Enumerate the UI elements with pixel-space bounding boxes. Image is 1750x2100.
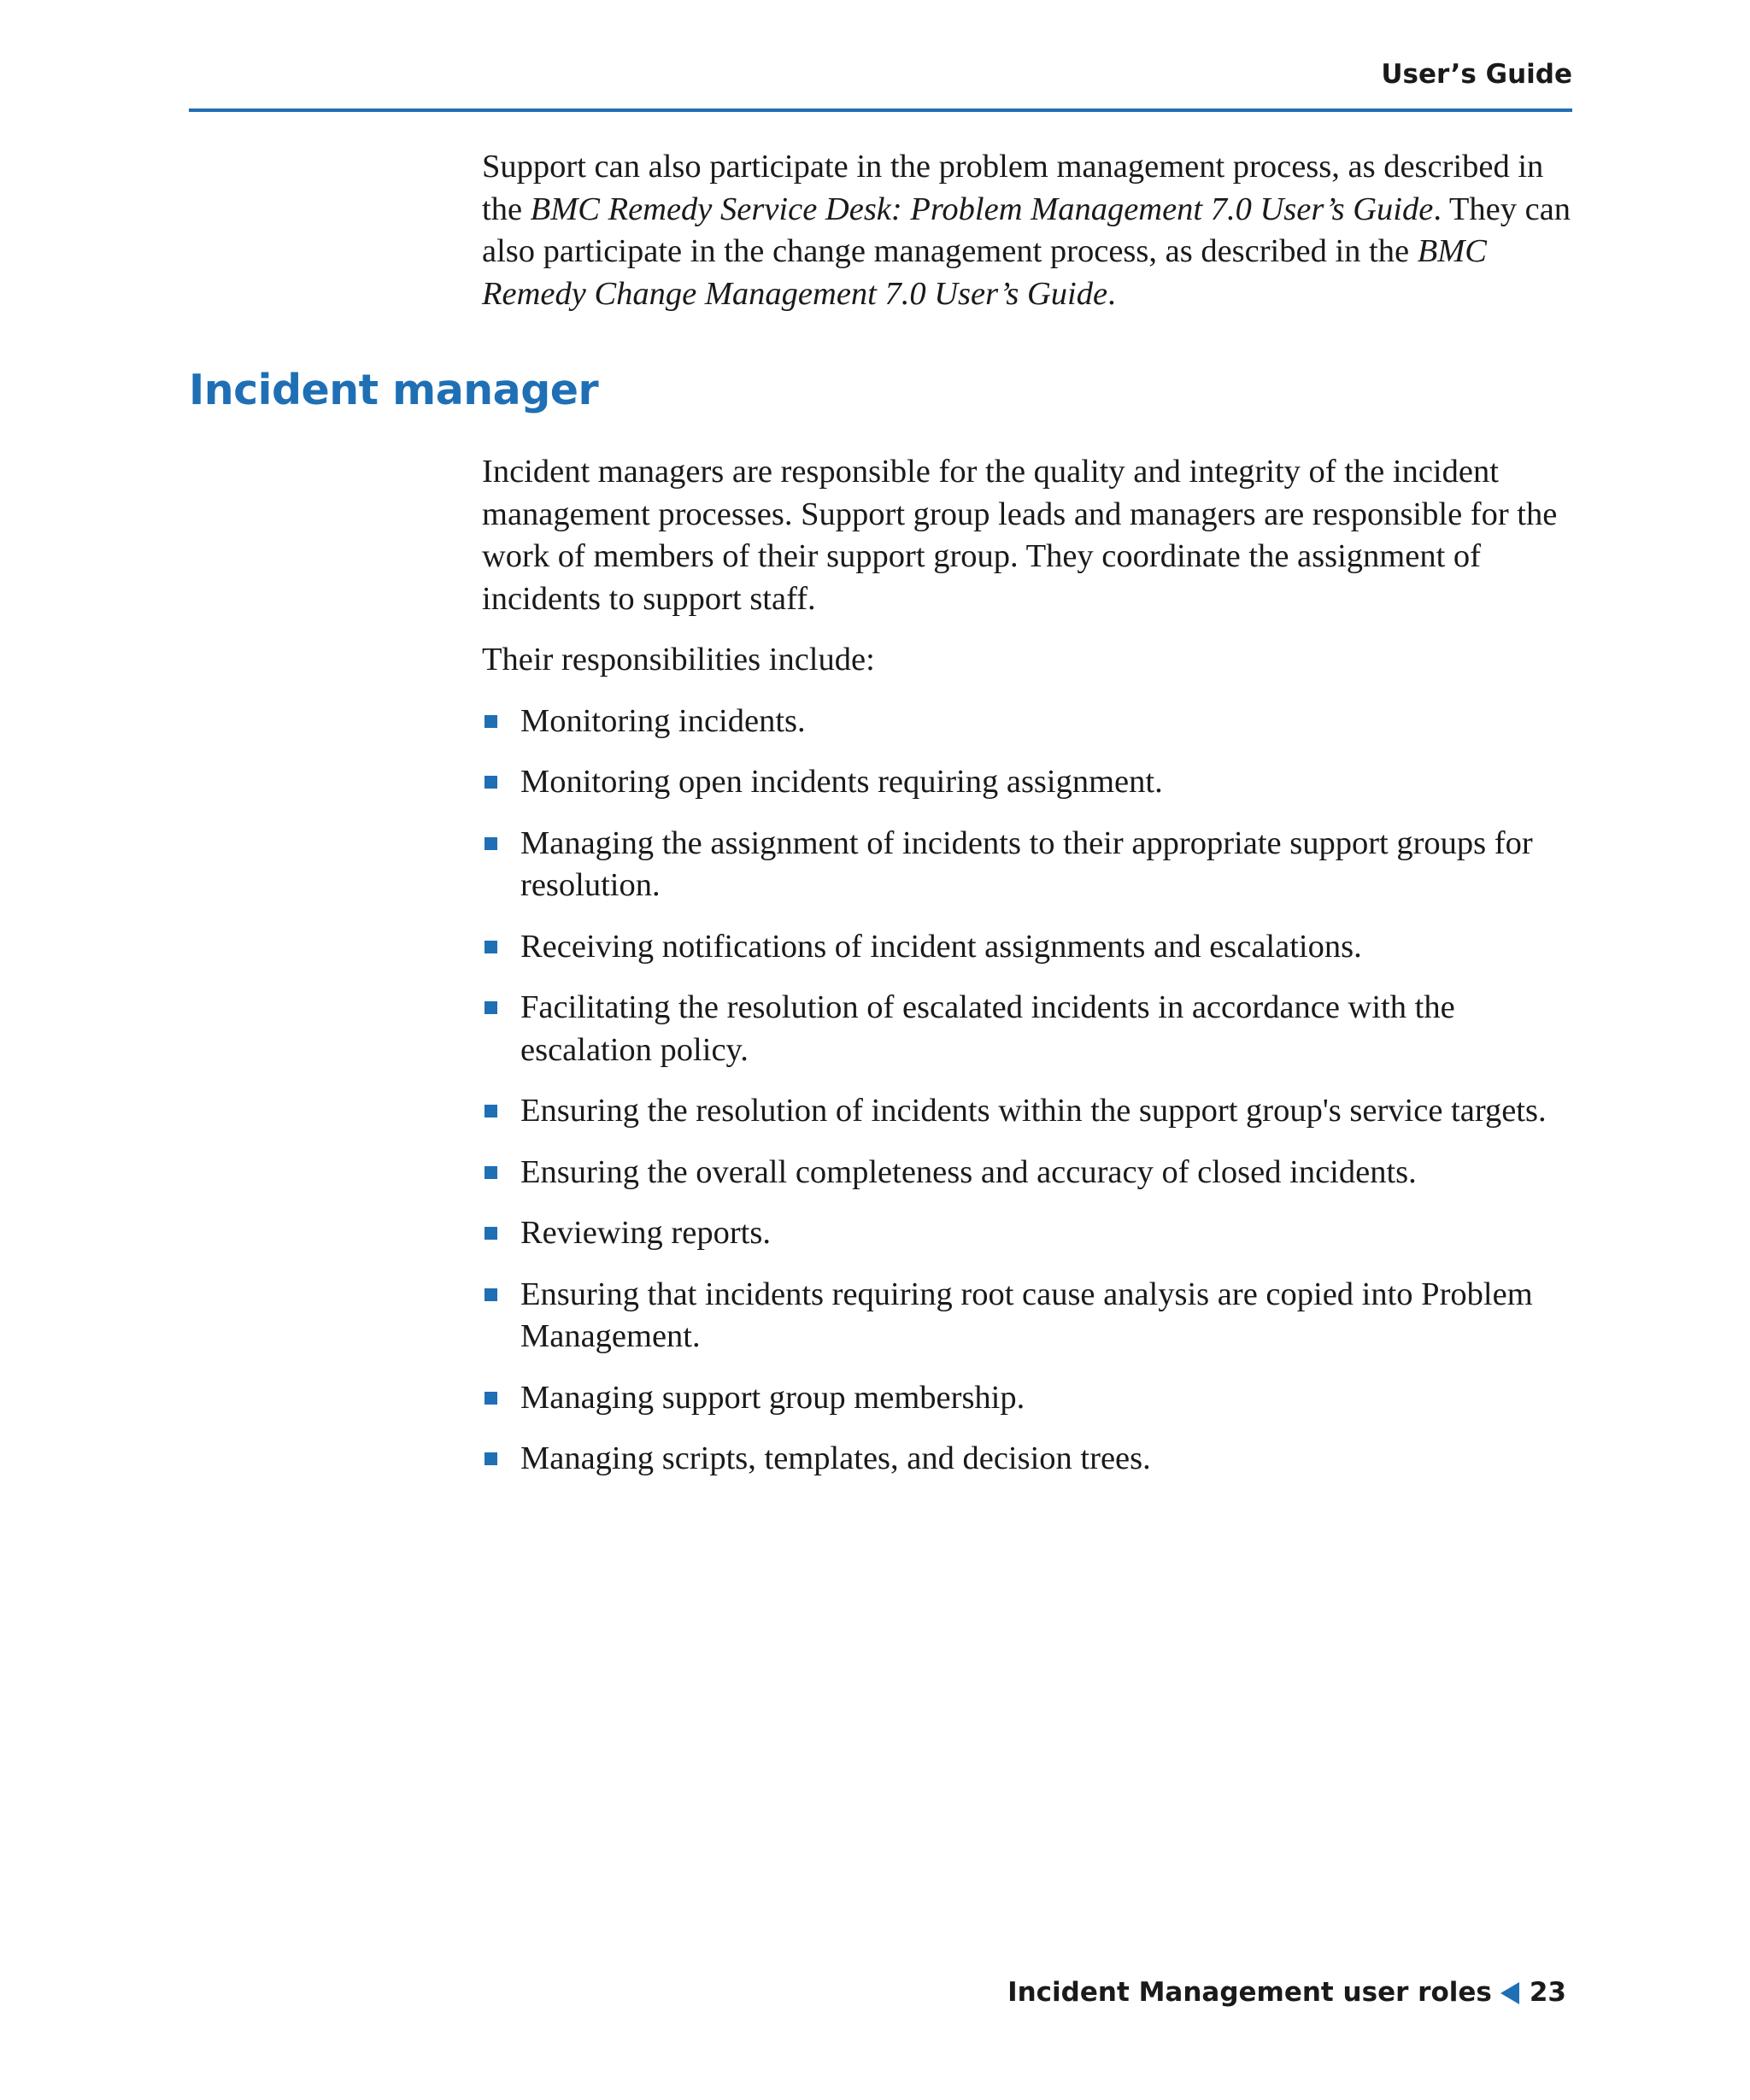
list-item [482,1152,1572,1194]
square-bullet-icon [484,1227,497,1240]
intro-text-3: . [1107,275,1116,312]
list-item-text: Ensuring the overall completeness and accuracy of closed incidents. [520,1153,1417,1190]
list-item-text: Facilitating the resolution of escalated incidents in accordance with the escalation policy. [520,989,1455,1068]
intro-text-2: . They can also participate in the change management process, as described in the [482,191,1571,269]
square-bullet-icon [484,1452,497,1465]
list-item-text: Managing support group membership. [520,1379,1025,1416]
list-item-text: Ensuring the resolution of incidents within the support group's service targets. [520,1093,1547,1129]
list-item-text: Managing scripts, templates, and decision trees. [520,1440,1151,1476]
page-footer [1007,1977,1566,2008]
list-item-text: Monitoring incidents. [520,702,806,739]
square-bullet-icon [484,1288,497,1301]
square-bullet-icon [484,1105,497,1117]
square-bullet-icon [484,776,497,789]
running-header: User’s Guide [1381,59,1572,90]
list-item [482,823,1572,907]
list-item [482,1090,1572,1133]
square-bullet-icon [484,1001,497,1014]
square-bullet-icon [484,1392,497,1405]
footer-chapter-title: Incident Management user roles [1007,1977,1492,2008]
square-bullet-icon [484,715,497,728]
section-heading: Incident manager [189,366,599,414]
change-mgmt-guide-ref: BMC Remedy Change Management 7.0 User’s Guide [482,233,1487,312]
header-rule [189,109,1572,112]
list-item [482,1377,1572,1420]
square-bullet-icon [484,941,497,953]
section-body [482,451,1572,1499]
list-item [482,1212,1572,1255]
list-item [482,1274,1572,1358]
square-bullet-icon [484,1166,497,1179]
responsibilities-list [482,701,1572,1481]
list-item-text: Reviewing reports. [520,1215,771,1251]
section-paragraph: Incident managers are responsible for the quality and integrity of the incident management processes. Support group leads and managers are responsible for the work of members of their support group. They coordinate the assignment of incidents to support staff. [482,454,1558,617]
intro-text [482,146,1572,315]
list-item [482,987,1572,1071]
square-bullet-icon [484,837,497,850]
list-item-text: Managing the assignment of incidents to their appropriate support groups for resolution. [520,824,1533,903]
list-item [482,1438,1572,1481]
list-item-text: Ensuring that incidents requiring root cause analysis are copied into Problem Management. [520,1276,1533,1354]
list-item [482,761,1572,804]
page-number: 23 [1529,1977,1566,2008]
responsibilities-lead: Their responsibilities include: [482,642,875,678]
problem-mgmt-guide-ref: BMC Remedy Service Desk: Problem Management 7.0 User’s Guide [530,191,1434,227]
intro-text-1: Support can also participate in the problem management process, as described in the [482,149,1544,227]
list-item [482,701,1572,743]
list-item-text: Monitoring open incidents requiring assignment. [520,764,1163,800]
list-item [482,926,1572,969]
intro-paragraph [482,146,1572,315]
triangle-left-icon [1500,1982,1519,2004]
list-item-text: Receiving notifications of incident assignments and escalations. [520,928,1362,965]
